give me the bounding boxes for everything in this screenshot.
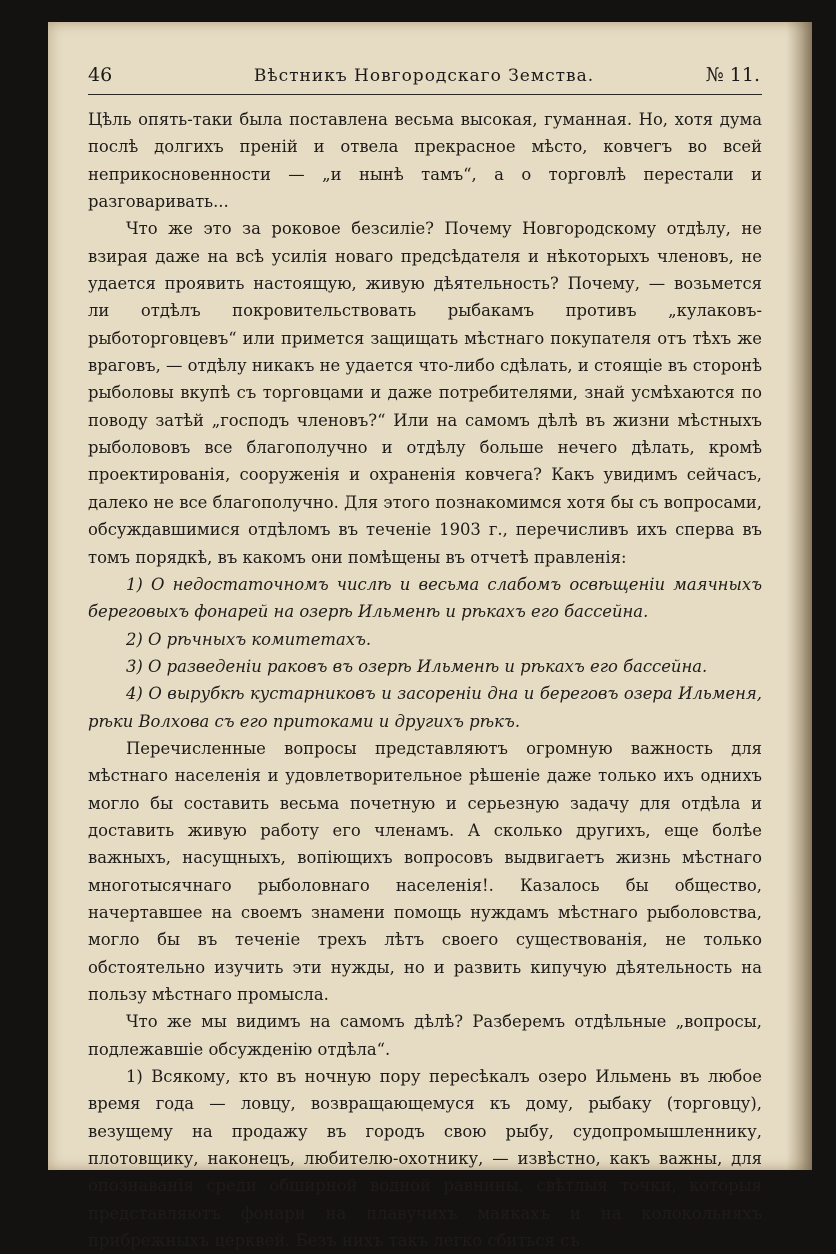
paragraph: Что же это за роковое безсиліе? Почему Новгородскому отдѣлу, не взирая даже на всѣ усилія новаго предсѣдателя и нѣкоторыхъ членовъ, не удается проявить настоящую, живую дѣятельность? Почему, — возьмется ли отдѣлъ покровительствовать рыбакамъ противъ „кулаковъ-рыботорговцевъ“ или примется защищать мѣстнаго покупателя отъ тѣхъ же враговъ, — отдѣлу никакъ не удается что-либо сдѣлать, и стоящіе въ сторонѣ рыболовы вкупѣ съ торговцами и даже потребителями, знай усмѣхаются по поводу затѣй „господъ членовъ?“ Или на самомъ дѣлѣ въ жизни мѣстныхъ рыболововъ все благополучно и отдѣлу больше нечего дѣлать, кромѣ проектированія, сооруженія и охраненія ковчега? Какъ увидимъ сейчасъ, далеко не все благополучно. Для этого познакомимся хотя бы съ вопросами, обсуждавшимися отдѣломъ въ теченіе 1903 г., перечисливъ ихъ сперва въ томъ порядкѣ, въ какомъ они помѣщены въ отчетѣ правленія: [88, 219, 762, 567]
list-item: 1) О недостаточномъ числѣ и весьма слабомъ освѣщеніи маячныхъ береговыхъ фонарей на озерѣ Ильменѣ и рѣкахъ его бассейна. [88, 574, 762, 622]
article-body [88, 106, 762, 1254]
journal-title: Вѣстникъ Новгородскаго Земства. [253, 66, 595, 86]
list-item: 3) О разведеніи раковъ въ озерѣ Ильменѣ и рѣкахъ его бассейна. [126, 656, 708, 676]
issue-number: № 11. [705, 64, 760, 86]
page-fold-shadow [786, 22, 812, 1170]
running-header [88, 64, 760, 94]
paragraph: Перечисленные вопросы представляютъ огромную важность для мѣстнаго населенія и удовлетворительное рѣшеніе даже только ихъ однихъ могло бы составить весьма почетную и серьезную задачу для отдѣла и доставить живую работу его членамъ. А сколько другихъ, еще болѣе важныхъ, насущныхъ, вопіющихъ вопросовъ выдвигаетъ жизнь мѣстнаго многотысячнаго рыболовнаго населенія!. Казалось бы общество, начертавшее на своемъ знамени помощь нуждамъ мѣстнаго рыболовства, могло бы въ теченіе трехъ лѣтъ своего существованія, не только обстоятельно изучить эти нужды, но и развить кипучую дѣятельность на пользу мѣстнаго промысла. [88, 738, 762, 1004]
paragraph: 1) Всякому, кто въ ночную пору пересѣкалъ озеро Ильмень въ любое время года — ловцу, возвращающемуся къ дому, рыбаку (торговцу), везущему на продажу въ городъ свою рыбу, судопромышленнику, плотовщику, наконецъ, любителю-охотнику, — извѣстно, какъ важны, для опознаванія среди обширной водной равнины, свѣтлыя точки, которыя представляютъ фонари на плавучихъ маякахъ и на колокольняхъ прибрежныхъ церквей. Безъ нихъ такъ легко сбиться съ [88, 1067, 762, 1251]
page-number: 46 [88, 64, 113, 86]
list-item: 4) О вырубкѣ кустарниковъ и засореніи дна и береговъ озера Ильменя, рѣки Волхова съ его притоками и другихъ рѣкъ. [88, 684, 762, 731]
question-list [88, 571, 762, 735]
paragraph: Что же мы видимъ на самомъ дѣлѣ? Разберемъ отдѣльные „вопросы, подлежавшіе обсужденію отдѣла“. [88, 1012, 762, 1059]
header-rule [88, 94, 762, 95]
document-page [48, 22, 812, 1251]
list-item: 2) О рѣчныхъ комитетахъ. [126, 629, 372, 649]
paragraph: Цѣль опять-таки была поставлена весьма высокая, гуманная. Но, хотя дума послѣ долгихъ преній и отвела прекрасное мѣсто, ковчегъ во всей неприкосновенности — „и нынѣ тамъ“, а о торговлѣ перестали и разговаривать... [88, 110, 762, 212]
